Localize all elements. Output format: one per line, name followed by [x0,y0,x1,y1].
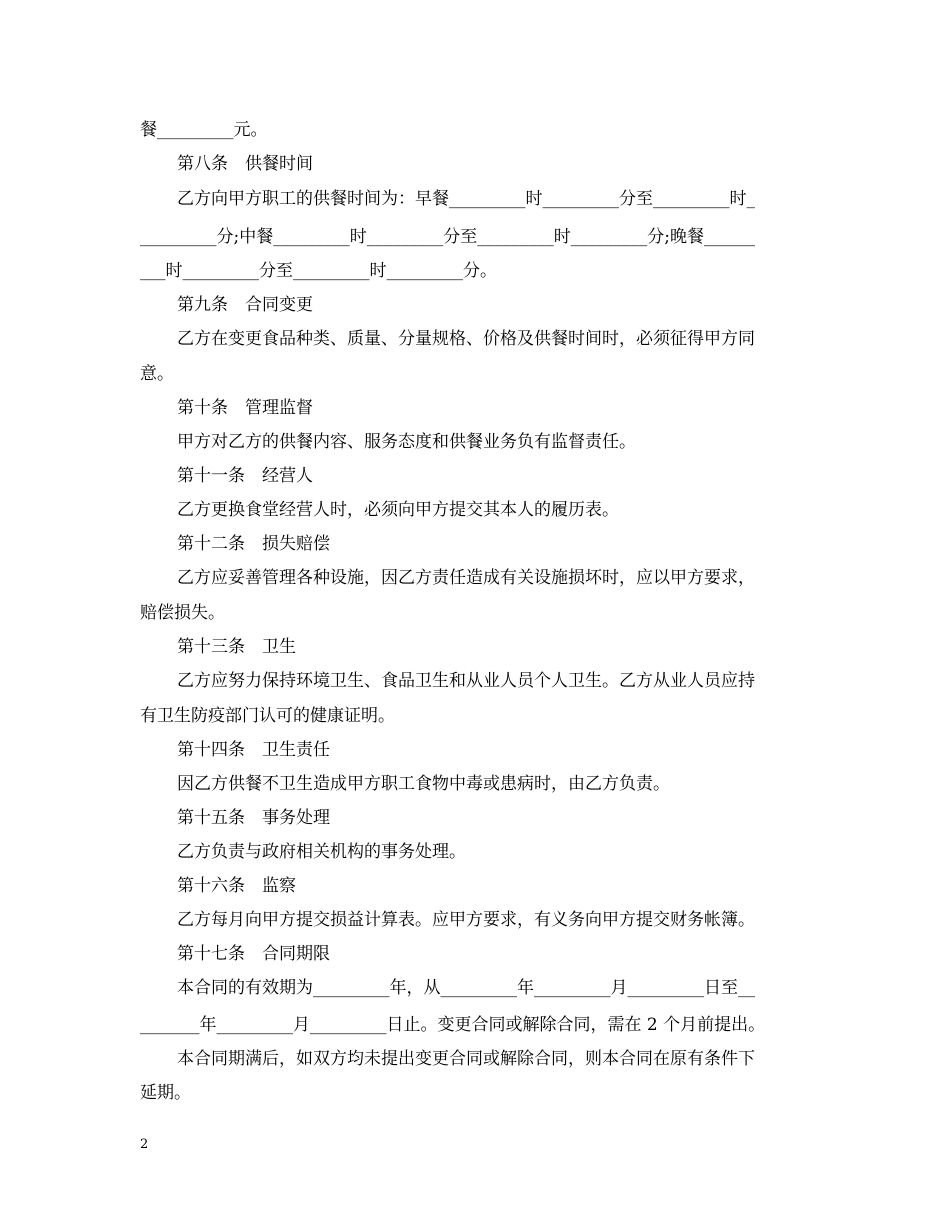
text-line: ___时_________分至_________时_________分。 [140,261,497,281]
text-line: 延期。 [140,1083,191,1103]
text-line: 乙方负责与政府相关机构的事务处理。 [177,842,466,862]
text-line: 乙方应妥善管理各种设施，因乙方责任造成有关设施损坏时，应以甲方要求， [177,568,755,588]
text-line: 餐_________元。 [140,120,268,140]
article-12-heading: 第十二条 损失赔偿 [177,534,330,554]
article-14-heading: 第十四条 卫生责任 [177,740,330,760]
text-line: 乙方向甲方职工的供餐时间为：早餐_________时_________分至_________时_ [177,189,755,209]
text-line: _________分;中餐_________时_________分至_________时_________分;晚餐______ [140,227,755,247]
article-17-heading: 第十七条 合同期限 [177,944,330,964]
text-line: 乙方在变更食品种类、质量、分量规格、价格及供餐时间时，必须征得甲方同 [177,329,755,349]
text-line: 甲方对乙方的供餐内容、服务态度和供餐业务负有监督责任。 [177,432,636,452]
text-line: 本合同期满后，如双方均未提出变更合同或解除合同，则本合同在原有条件下 [177,1049,755,1069]
article-11-heading: 第十一条 经营人 [177,466,313,486]
article-8-heading: 第八条 供餐时间 [177,154,313,174]
text-line: _______年_________月_________日止。变更合同或解除合同，需在 2 个月前提出。 [140,1015,766,1035]
text-line: 本合同的有效期为_________年，从_________年_________月_________日至__ [177,978,755,998]
text-line: 赔偿损失。 [140,603,225,623]
text-line: 有卫生防疫部门认可的健康证明。 [140,706,395,726]
text-line: 乙方应努力保持环境卫生、食品卫生和从业人员个人卫生。乙方从业人员应持 [177,671,755,691]
article-13-heading: 第十三条 卫生 [177,637,296,657]
text-line: 乙方每月向甲方提交损益计算表。应甲方要求，有义务向甲方提交财务帐簿。 [177,910,755,930]
text-line: 意。 [140,364,174,384]
text-line: 因乙方供餐不卫生造成甲方职工食物中毒或患病时，由乙方负责。 [177,774,670,794]
article-10-heading: 第十条 管理监督 [177,398,313,418]
page-number: 2 [140,1137,149,1152]
article-15-heading: 第十五条 事务处理 [177,808,330,828]
article-16-heading: 第十六条 监察 [177,876,296,896]
text-line: 乙方更换食堂经营人时，必须向甲方提交其本人的履历表。 [177,500,619,520]
article-9-heading: 第九条 合同变更 [177,295,313,315]
